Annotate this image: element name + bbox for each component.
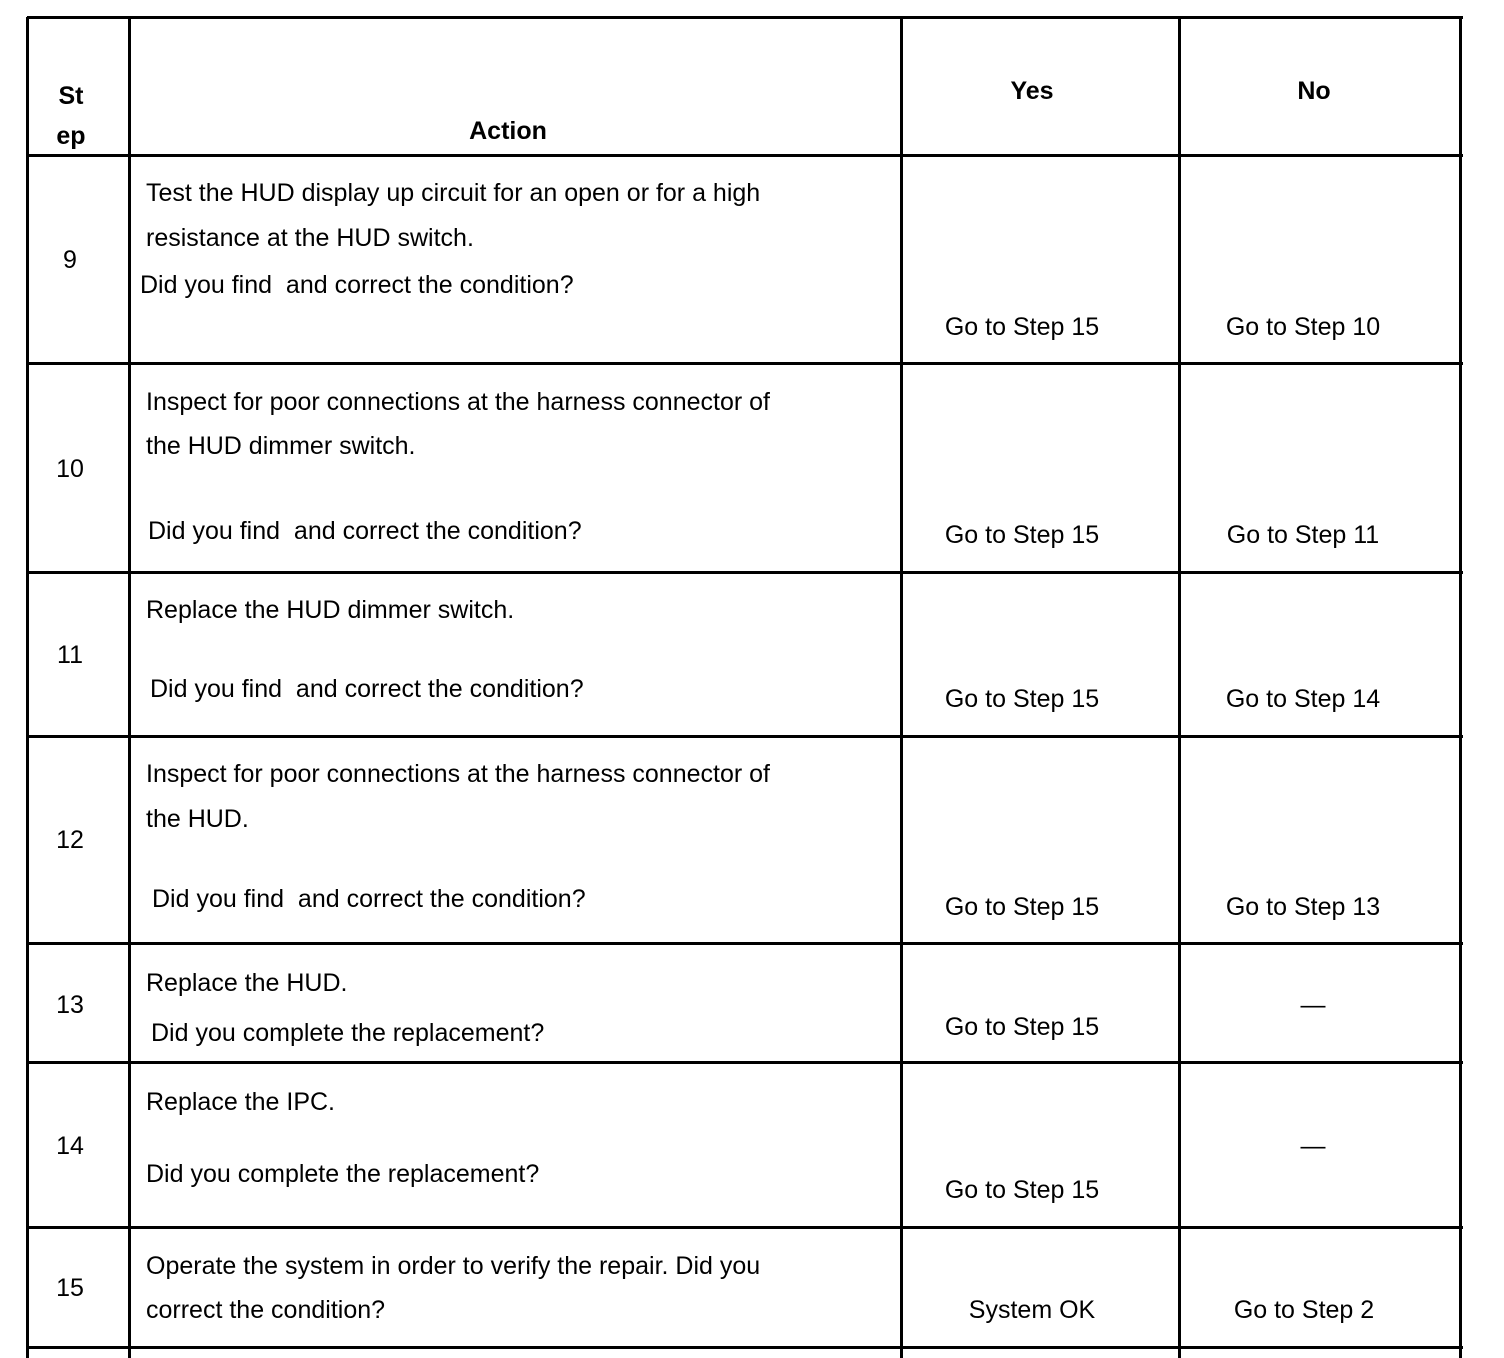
column-divider: [1459, 17, 1462, 1358]
header-yes: Yes: [1010, 77, 1054, 105]
action-text: Inspect for poor connections at the harness connector of: [146, 760, 770, 788]
action-text: resistance at the HUD switch.: [146, 224, 474, 252]
row-divider: [27, 942, 1463, 945]
step-number: 15: [56, 1274, 84, 1302]
row-divider: [27, 571, 1463, 574]
column-divider: [1178, 17, 1181, 1358]
row-divider: [27, 154, 1463, 157]
no-result: Go to Step 11: [1226, 521, 1380, 549]
action-text: the HUD.: [146, 805, 249, 833]
action-text: Test the HUD display up circuit for an open or for a high: [146, 179, 761, 207]
action-text: correct the condition?: [146, 1296, 386, 1324]
step-number: 11: [57, 641, 83, 669]
no-result: —: [1300, 991, 1326, 1019]
step-number: 9: [63, 246, 77, 274]
action-question: Did you complete the replacement?: [151, 1019, 545, 1047]
action-question: Did you complete the replacement?: [146, 1160, 540, 1188]
action-text: Replace the HUD dimmer switch.: [146, 596, 515, 624]
row-divider: [27, 1226, 1463, 1229]
row-divider: [27, 735, 1463, 738]
row-divider: [27, 16, 1463, 19]
action-question: Did you find and correct the condition?: [140, 271, 574, 299]
action-text: Operate the system in order to verify the repair. Did you: [146, 1252, 761, 1280]
yes-result: Go to Step 15: [944, 1013, 1100, 1041]
action-question: Did you find and correct the condition?: [148, 517, 582, 545]
yes-result: Go to Step 15: [944, 893, 1100, 921]
row-divider: [27, 362, 1463, 365]
column-divider: [128, 17, 131, 1358]
no-result: Go to Step 13: [1225, 893, 1381, 921]
row-divider: [27, 1061, 1463, 1064]
no-result: Go to Step 14: [1225, 685, 1381, 713]
column-divider: [26, 17, 29, 1358]
action-text: Inspect for poor connections at the harness connector of: [146, 388, 770, 416]
action-question: Did you find and correct the condition?: [152, 885, 586, 913]
row-divider: [27, 1346, 1463, 1349]
no-result: —: [1300, 1132, 1326, 1160]
yes-result: System OK: [968, 1296, 1096, 1324]
step-number: 14: [56, 1132, 84, 1160]
action-question: Did you find and correct the condition?: [150, 675, 584, 703]
header-step: [56, 76, 85, 156]
action-text: Replace the HUD.: [146, 969, 348, 997]
header-step-line2: ep: [56, 122, 86, 150]
yes-result: Go to Step 15: [944, 313, 1100, 341]
yes-result: Go to Step 15: [944, 521, 1100, 549]
yes-result: Go to Step 15: [944, 685, 1100, 713]
header-no: No: [1297, 77, 1331, 105]
no-result: Go to Step 10: [1225, 313, 1381, 341]
no-result: Go to Step 2: [1233, 1296, 1375, 1324]
step-number: 10: [56, 455, 84, 483]
column-divider: [900, 17, 903, 1358]
yes-result: Go to Step 15: [944, 1176, 1100, 1204]
step-number: 12: [56, 826, 84, 854]
header-action: Action: [469, 117, 547, 145]
step-number: 13: [56, 991, 84, 1019]
action-text: Replace the IPC.: [146, 1088, 335, 1116]
action-text: the HUD dimmer switch.: [146, 432, 416, 460]
header-step-line1: St: [58, 82, 84, 110]
